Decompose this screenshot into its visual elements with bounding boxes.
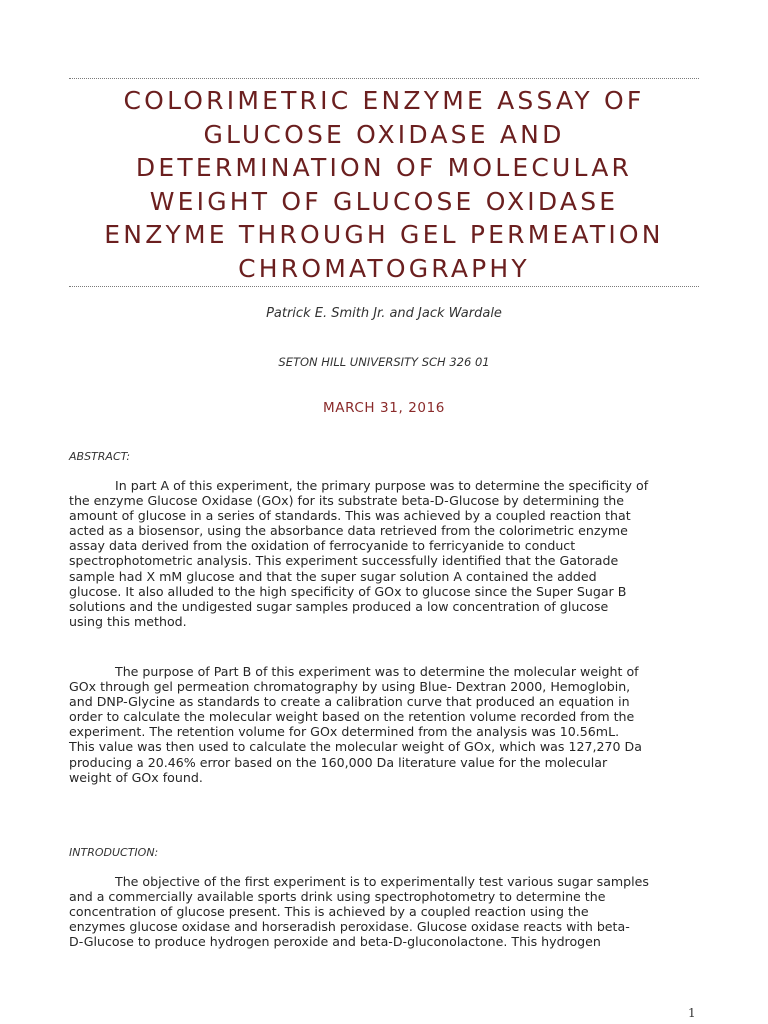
publication-date: MARCH 31, 2016 [323,400,445,416]
abstract-paragraph-2 [69,664,699,785]
page-number: 1 [688,1006,696,1020]
title-line: WEIGHT OF GLUCOSE OXIDASE [149,186,619,216]
title-line: GLUCOSE OXIDASE AND [203,119,565,149]
text-line: producing a 20.46% error based on the 160,000 Da literature value for the molecular [69,754,608,770]
text-line: using this method. [69,613,187,629]
text-line: sample had X mM glucose and that the super sugar solution A contained the added [69,568,597,584]
text-line: and DNP-Glycine as standards to create a calibration curve that produced an equation in [69,694,630,710]
text-line: acted as a biosensor, using the absorbance data retrieved from the colorimetric enzyme [69,523,628,539]
paper-title [60,84,708,285]
text-line: the enzyme Glucose Oxidase (GOx) for its substrate beta-D-Glucose by determining the [69,493,625,509]
text-line: enzymes glucose oxidase and horseradish peroxidase. Glucose oxidase reacts with beta- [69,919,630,935]
text-line: amount of glucose in a series of standards. This was achieved by a coupled reaction that [69,508,631,524]
text-line: spectrophotometric analysis. This experiment successfully identified that the Gatorade [69,553,619,569]
text-line: order to calculate the molecular weight based on the retention volume recorded from the [69,709,635,725]
title-line: CHROMATOGRAPHY [238,253,530,283]
text-line: In part A of this experiment, the primary purpose was to determine the specificity of [115,478,649,493]
title-line: ENZYME THROUGH GEL PERMEATION [104,220,664,249]
text-line: concentration of glucose present. This is achieved by a coupled reaction using the [69,904,589,920]
text-line: solutions and the undigested sugar samples produced a low concentration of glucose [69,598,609,614]
title-top-rule [69,78,699,79]
affiliation: SETON HILL UNIVERSITY SCH 326 01 [278,355,490,369]
text-line: The objective of the first experiment is to experimentally test various sugar samples [115,874,649,889]
title-line: COLORIMETRIC ENZYME ASSAY OF [123,86,645,115]
abstract-heading: ABSTRACT: [69,450,131,463]
introduction-heading: INTRODUCTION: [69,846,159,859]
text-line: D-Glucose to produce hydrogen peroxide and beta-D-gluconolactone. This hydrogen [69,934,601,950]
title-bottom-rule [69,286,699,287]
title-line: DETERMINATION OF MOLECULAR [135,153,633,182]
text-line: GOx through gel permeation chromatography by using Blue- Dextran 2000, Hemoglobin, [69,679,631,695]
text-line: The purpose of Part B of this experiment was to determine the molecular weight of [115,664,639,679]
abstract-paragraph-1 [69,478,699,629]
text-line: This value was then used to calculate the molecular weight of GOx, which was 127,270 Da [69,739,642,755]
text-line: weight of GOx found. [69,769,203,785]
text-line: assay data derived from the oxidation of ferrocyanide to ferricyanide to conduct [69,538,576,554]
authors: Patrick E. Smith Jr. and Jack Wardale [266,306,502,321]
text-line: experiment. The retention volume for GOx determined from the analysis was 10.56mL. [69,724,620,740]
text-line: glucose. It also alluded to the high specificity of GOx to glucose since the Super Sugar B [69,583,627,599]
text-line: and a commercially available sports drink using spectrophotometry to determine the [69,889,606,905]
introduction-paragraph-1 [69,874,699,949]
